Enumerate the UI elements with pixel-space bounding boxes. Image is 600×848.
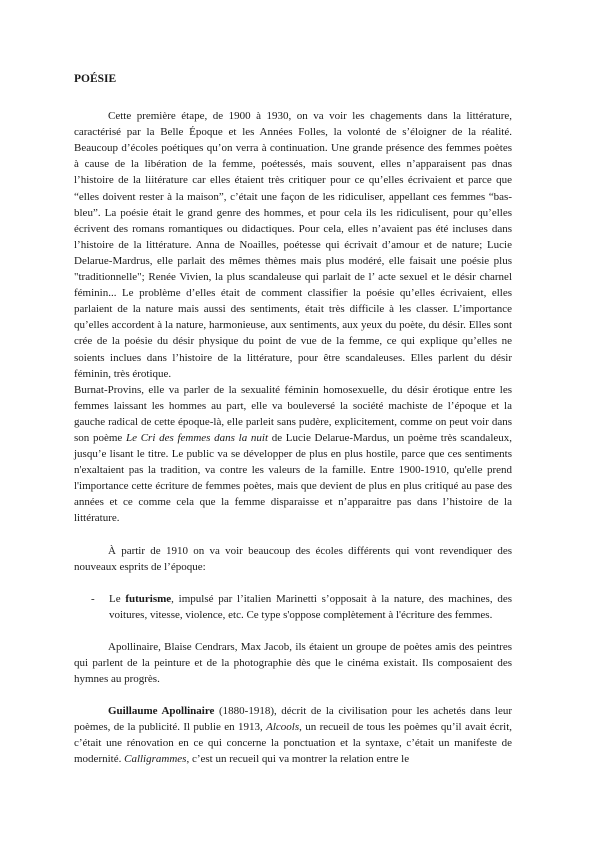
book-title-alcools: Alcools <box>266 721 300 734</box>
paragraph-text: Burnat-Provins, elle va parler de la sexualité féminin homosexuelle, du désir érotique entre les femmes laissant les hommes au part, elle va bouleversé la société machiste de l’époque et la gauche radical de cette époque-là, elle parleit sans pudère, explicitement, comme on peut voir dans son poème <box>74 383 512 444</box>
author-name: Guillaume Apollinaire <box>108 705 215 718</box>
term-futurisme: futurisme <box>125 592 172 605</box>
paragraph-text: (1880-1918), décrit de la civilisation pour les achetés dans leur poèmes, de la publicité. Il publie en 1913, <box>74 705 513 734</box>
bullet-list <box>74 591 512 623</box>
paragraph-text: , c’est un recueil qui va montrer la relation entre le <box>186 753 410 766</box>
list-item-text: , impulsé par l’italien Marinetti s’opposait à la nature, des machines, des voitures, vitesse, violence, etc. Ce type s'oppose complètement à l'écriture des femmes. <box>109 592 512 621</box>
spacer <box>74 575 512 591</box>
list-item-futurisme <box>91 591 512 623</box>
spacer <box>74 687 512 703</box>
poem-title: Le Cri des femmes dans la nuit <box>126 431 269 444</box>
spacer <box>74 623 512 639</box>
list-item-text: Le <box>109 592 126 605</box>
section-heading: POÉSIE <box>74 73 117 85</box>
paragraph-text: , un recueil de tous les poèmes qu’il avait écrit, c’était une rénovation en ce qui concerne la ponctuation et la syntaxe, c’était un manifeste de modernité. <box>74 721 512 766</box>
paragraph-intro: Cette première étape, de 1900 à 1930, on va voir les chagements dans la littérature, caractérisé par la Belle Époque et les Années Folles, la volonté de s’éloigner de la réalité. Beaucoup d’écoles poétiques qu’on verra à continuation. Une grande présence des femmes poètes à cause de la libération de la femme, poétessés, mais souvent, elles n’apparaisent pas dnas l’histoire de la liitérature car elles étaient très critiquer pour ce qu’elles écrivaient et parce que “elles doivent rester à la maison”, c’était une façon de les ridiculiser, appellant ces femmes “bas-bleu”. La poésie était le grand genre des hommes, et pour cela ils les ridiculisent, pour qu’elles écrivent des romans romantiques ou didactiques. Pour cela, elles n’avaient pas été incluses dans l’histoire de la littérature. Anna de Noailles, poétesse qui écrivait d’amour et de nature; Lucie Delarue-Mardrus, elle parlait des mêmes thèmes mais plus modéré, elle faisait une poésie plus "traditionnelle"; Renée Vivien, la plus scandaleuse qui parlait de l’ acte sexuel et le désir charnel féminin... Le problème d’elles était de comment classifier la poésie qu’elles écrivaient, elles parlaient de la nature mais aussi des sentiments, était très difficile à les classer. L’importance qu’elles accordent à la nature, harmonieuse, aux sentiments, aux yeux du poète, du désir. Elles sont crée de la poésie du désir physique du point de vue de la femme, ce qui explique qu’elles ne soients inclues dans l’histoire de la littérature, pour être scandaleuses. Elles parlent du désir féminin, très érotique. <box>74 110 512 380</box>
dash-marker: - <box>91 592 95 605</box>
paragraph-guillaume-apollinaire <box>74 703 512 767</box>
paragraph-schools: À partir de 1910 on va voir beaucoup des écoles différents qui vont revendiquer des nouveaux esprits de l’époque: <box>74 544 512 573</box>
paragraph-apollinaire-group: Apollinaire, Blaise Cendrars, Max Jacob, ils étaient un groupe de poètes amis des peintres qui parlent de la peinture et de la photographie dès que le cinéma existait. Ils composaient des hymnes au progrès. <box>74 640 512 686</box>
book-title-calligrammes: Calligrammes <box>124 753 187 766</box>
paragraph-burnat-provins <box>74 382 512 527</box>
spacer <box>74 527 512 543</box>
paragraph-text: de Lucie Delarue-Mardus, un poème très scandaleux, jusqu’e lisant le titre. Le public va se développer de plus en plus hostile, parce que ces sentiments n'exaltaient pas la tradition, va contre les valeurs de la famille. Entre 1900-1910, qu'elle prend l'importance cette écriture de femmes poètes, mais que devient de plus en plus critiqué au pase des années et ce comme cela que la femme disparaisse et n’apparaitre pas dans l’histoire de la littérature. <box>74 431 513 525</box>
